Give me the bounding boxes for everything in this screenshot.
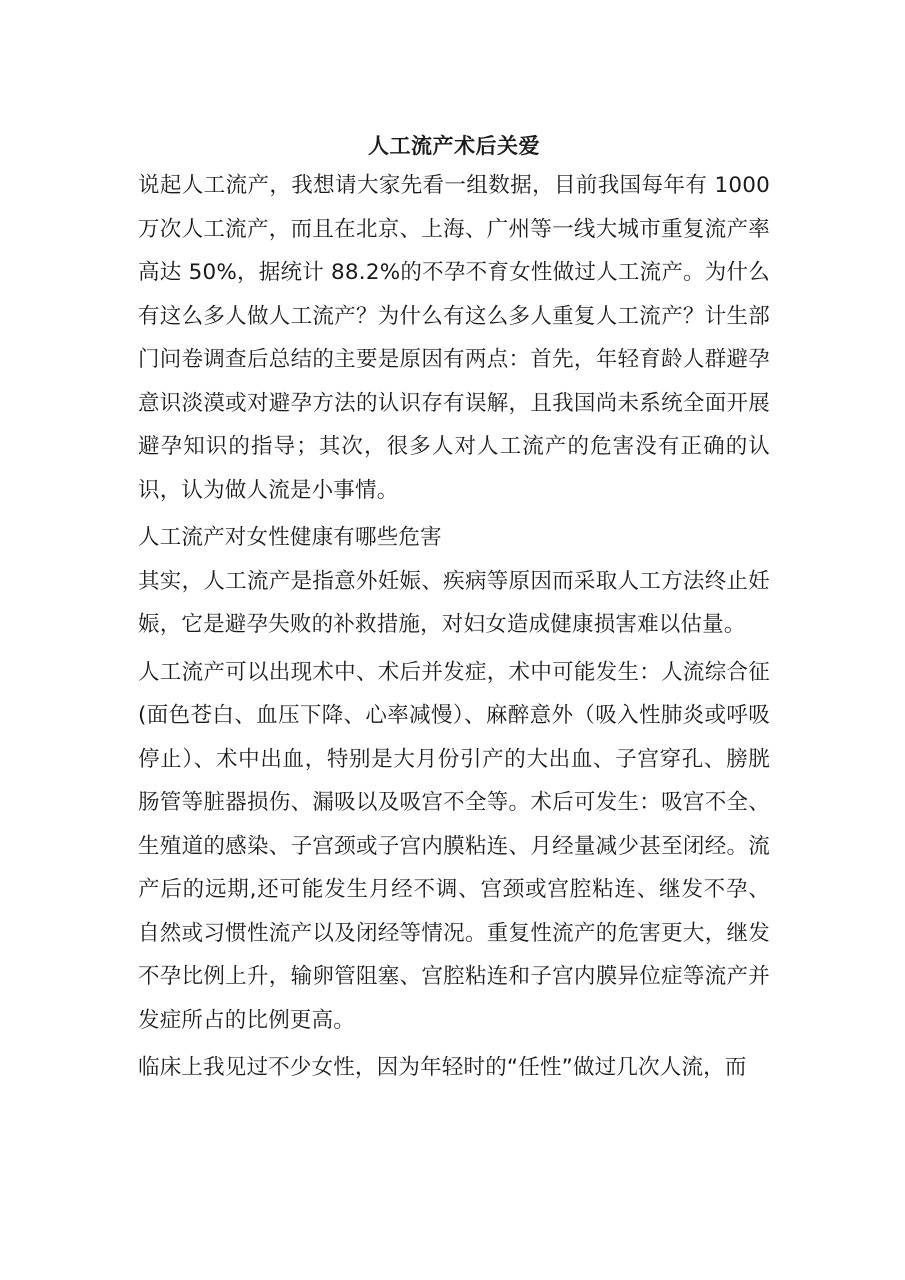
paragraph-complications: 人工流产可以出现术中、术后并发症，术中可能发生：人流综合征(面色苍白、血压下降、心率减慢）、麻醉意外（吸入性肺炎或呼吸停止）、术中出血，特别是大月份引产的大出血、子宫穿孔、膀胱肠管等脏器损伤、漏吸以及吸宫不全等。术后可发生：吸宫不全、生殖道的感染、子宫颈或子宫内膜粘连、月经量减少甚至闭经。流产后的远期,还可能发生月经不调、宫颈或宫腔粘连、继发不孕、自然或习惯性流产以及闭经等情况。重复性流产的危害更大，继发不孕比例上升，输卵管阻塞、宫腔粘连和子宫内膜异位症等流产并发症所占的比例更高。 bbox=[138, 659, 770, 1033]
paragraph-intro-statistics: 说起人工流产，我想请大家先看一组数据，目前我国每年有 1000 万次人工流产，而且在北京、上海、广州等一线大城市重复流产率高达 50%，据统计 88.2%的不孕不育女性做过人工流产。为什么有这么多人做人工流产？为什么有这么多人重复人工流产？计生部门问卷调查后总结的主要是原因有两点：首先，年轻育龄人群避孕意识淡漠或对避孕方法的认识存有误解，且我国尚未系统全面开展避孕知识的指导；其次，很多人对人工流产的危害没有正确的认识，认为做人流是小事情。 bbox=[138, 173, 770, 503]
document-body bbox=[138, 128, 770, 1094]
paragraph-clinical-experience: 临床上我见过不少女性，因为年轻时的“任性”做过几次人流，而 bbox=[138, 1055, 747, 1080]
paragraph-definition: 其实，人工流产是指意外妊娠、疾病等原因而采取人工方法终止妊娠，它是避孕失败的补救措施，对妇女造成健康损害难以估量。 bbox=[138, 568, 770, 637]
document-title: 人工流产术后关爱 bbox=[368, 134, 540, 158]
section-heading-harm: 人工流产对女性健康有哪些危害 bbox=[138, 525, 442, 550]
